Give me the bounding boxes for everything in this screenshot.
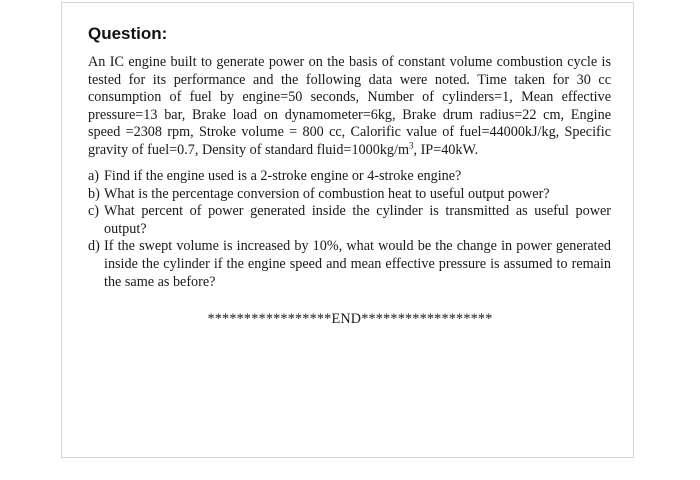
part-label: b) bbox=[88, 185, 100, 202]
list-item bbox=[88, 168, 611, 186]
part-label: a) bbox=[88, 168, 100, 184]
question-body-tail: , IP=40kW. bbox=[413, 141, 479, 158]
list-item bbox=[88, 203, 611, 238]
question-body-text: An IC engine built to generate power on the basis of constant volume combustion cycle is tested for its performance and the following data were noted. Time taken for 30 cc consumption of fuel by engine=50 seconds, Number of cylinders=1, Mean effective pressure=13 bar, Brake load on dynamometer=6kg, Brake drum radius=22 cm, Engine speed =2308 rpm, Stroke volume = 800 cc, Calorific value of fuel=44000kJ/kg, Specific gravity of fuel=0.7, Density of standard fluid=1000kg/m bbox=[88, 54, 611, 158]
question-heading: Question: bbox=[88, 24, 168, 43]
part-text: Find if the engine used is a 2-stroke engine or 4-stroke engine? bbox=[104, 168, 462, 184]
question-body bbox=[88, 54, 611, 160]
unit-superscript: 3 bbox=[408, 140, 414, 151]
list-item bbox=[88, 238, 611, 291]
part-text: What percent of power generated inside the cylinder is transmitted as useful power output? bbox=[104, 203, 611, 237]
part-label: c) bbox=[88, 203, 100, 220]
part-text: What is the percentage conversion of combustion heat to useful output power? bbox=[104, 185, 550, 202]
list-item bbox=[88, 186, 611, 204]
part-text: If the swept volume is increased by 10%, what would be the change in power generated inside the cylinder if the engine speed and mean effective pressure is assumed to remain the same as before? bbox=[104, 238, 611, 290]
part-label: d) bbox=[88, 238, 100, 255]
end-marker: *****************END****************** bbox=[207, 311, 493, 327]
question-parts-list bbox=[88, 168, 611, 291]
